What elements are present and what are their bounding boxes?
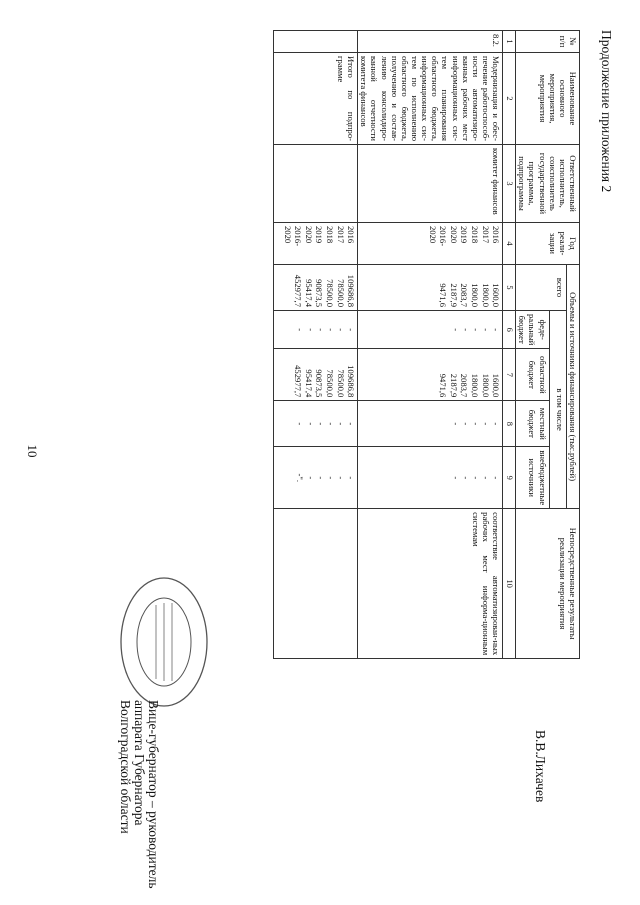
federal-value: - <box>481 328 492 332</box>
regional-cell <box>274 349 358 401</box>
header-federal: феде-ральный бюджет <box>516 311 549 349</box>
table-row <box>358 31 503 659</box>
federal-value: - <box>325 328 336 332</box>
measure-name: Итого по подпро-грамме <box>274 53 358 145</box>
local-cell <box>358 401 503 447</box>
column-number-row <box>503 31 516 659</box>
federal-value: - <box>336 328 347 332</box>
table-row <box>274 31 358 659</box>
header-local: местный бюджет <box>516 401 549 447</box>
federal-value: - <box>346 328 357 332</box>
row-number <box>274 31 358 53</box>
total-value: 9471,6 <box>438 283 449 307</box>
local-value: - <box>491 422 502 426</box>
results: соответствие автоматизирован-ных рабочих мест информа-ционным системам <box>358 509 503 659</box>
column-number: 6 <box>503 311 516 349</box>
financing-table <box>273 30 580 659</box>
local-value: - <box>460 422 471 426</box>
local-value: - <box>336 422 347 426</box>
header-no: № п/п <box>516 31 580 53</box>
executor <box>274 145 358 223</box>
year-value: 2016 <box>491 226 502 244</box>
federal-value: - <box>305 328 316 332</box>
total-value: 78500,0 <box>335 279 346 307</box>
regional-value: 2083,7 <box>459 373 470 398</box>
extrabudget-value: - <box>305 476 316 480</box>
header-financing: Объемы и источники финансирования (тыс.рублей) <box>566 265 579 509</box>
measure-name: Модернизация и обес-печение работоспособ-ности автоматизиро-ванных рабочих мест информационных сис-тем планирования областного бюджета, информационных сис-тем по исполнению областного бюджета, получению и состав-лению консолидиро-ванной отчетности комитета финансов <box>358 53 503 145</box>
signature-block <box>117 700 160 889</box>
extrabudget-value: - <box>450 476 461 480</box>
regional-cell <box>358 349 503 401</box>
column-number: 3 <box>503 145 516 223</box>
official-stamp <box>118 575 210 710</box>
federal-value: - <box>295 328 306 332</box>
year-value: 2019 <box>314 226 325 244</box>
header-results: Непосредственные результаты реализации мероприятия <box>516 509 580 659</box>
extrabudget-value: - <box>336 476 347 480</box>
year-value: 2018 <box>325 226 335 244</box>
regional-value: 9471,6 <box>438 373 449 398</box>
column-number: 9 <box>503 447 516 509</box>
signer-name: В.В.Лихачев <box>533 730 548 803</box>
total-value: 78500,0 <box>325 279 335 307</box>
header-extrabudget: внебюджетные источники <box>516 447 549 509</box>
year-value: 2017 <box>335 226 346 244</box>
year-value: 2016 <box>346 226 357 244</box>
extrabudget-value: - <box>491 476 502 480</box>
federal-value: - <box>491 328 502 332</box>
local-value: - <box>470 422 481 426</box>
total-value: 2187,9 <box>448 283 459 307</box>
regional-value: 109686,8 <box>346 365 357 398</box>
row-number: 8.2. <box>358 31 503 53</box>
federal-value: - <box>460 328 471 332</box>
year-value: 2016-2020 <box>283 226 304 247</box>
regional-value: 1800,0 <box>469 373 480 398</box>
total-cell <box>274 265 358 311</box>
federal-value: - <box>315 328 326 332</box>
results <box>274 509 358 659</box>
local-value: - <box>346 422 357 426</box>
local-cell <box>274 401 358 447</box>
total-cell <box>358 265 503 311</box>
year-value: 2020 <box>303 226 314 244</box>
header-including: в том числе <box>549 311 566 509</box>
year-value: 2018 <box>469 226 480 244</box>
column-number: 4 <box>503 223 516 265</box>
extrabudget-value: - <box>315 476 326 480</box>
total-value: 452977,7 <box>293 274 304 307</box>
local-value: - <box>305 422 316 426</box>
executor: комитет финансов <box>358 145 503 223</box>
header-executor: Ответственный исполнитель, соисполнитель государственной программы, подпрограммы <box>516 145 580 223</box>
regional-value: 78500,0 <box>325 369 335 398</box>
header-name: Наименование основного мероприятия, мероприятия <box>516 53 580 145</box>
regional-value: 452977,7 <box>293 365 304 398</box>
extrabudget-cell <box>358 447 503 509</box>
header-total: всего <box>516 265 567 311</box>
federal-value: - <box>470 328 481 332</box>
local-value: - <box>295 422 306 426</box>
years-cell <box>358 223 503 265</box>
regional-value: 78500,0 <box>335 369 346 398</box>
year-value: 2020 <box>448 226 459 244</box>
signature-line: Вице-губернатор – руководитель <box>146 700 161 889</box>
year-value: 2017 <box>480 226 491 244</box>
extrabudget-value: - <box>470 476 481 480</box>
total-value: 95417,4 <box>303 279 314 307</box>
federal-cell <box>274 311 358 349</box>
total-value: 2083,7 <box>459 283 470 307</box>
local-value: - <box>481 422 492 426</box>
extrabudget-cell <box>274 447 358 509</box>
column-number: 2 <box>503 53 516 145</box>
federal-cell <box>358 311 503 349</box>
extrabudget-value: - <box>346 476 357 480</box>
local-value: - <box>450 422 461 426</box>
federal-value: - <box>450 328 461 332</box>
header-row-1 <box>566 31 579 659</box>
column-number: 1 <box>503 31 516 53</box>
years-cell <box>274 223 358 265</box>
total-value: 1800,0 <box>469 283 480 307</box>
regional-value: 2187,9 <box>448 373 459 398</box>
total-value: 109686,8 <box>346 274 357 307</box>
continuation-title: Продолжение приложения 2 <box>599 30 614 193</box>
total-value: 1800,0 <box>480 283 491 307</box>
regional-value: 95417,4 <box>303 369 314 398</box>
regional-value: 1600,0 <box>491 373 502 398</box>
extrabudget-value: - <box>460 476 471 480</box>
column-number: 7 <box>503 349 516 401</box>
total-value: 90873,5 <box>314 279 325 307</box>
column-number: 5 <box>503 265 516 311</box>
total-value: 1600,0 <box>491 283 502 307</box>
local-value: - <box>325 422 336 426</box>
column-number: 10 <box>503 509 516 659</box>
extrabudget-value: - <box>325 476 336 480</box>
header-year: Год реали-зации <box>516 223 580 265</box>
signature-line: Волгоградской области <box>117 700 133 834</box>
header-regional: областной бюджет <box>516 349 549 401</box>
year-value: 2019 <box>459 226 470 244</box>
regional-value: 90873,5 <box>314 369 325 398</box>
extrabudget-value: - <box>481 476 492 480</box>
page-number: 10 <box>25 444 40 458</box>
regional-value: 1800,0 <box>480 373 491 398</box>
year-value: 2016-2020 <box>428 226 449 247</box>
local-value: - <box>315 422 326 426</box>
extrabudget-value: -". <box>295 473 306 483</box>
column-number: 8 <box>503 401 516 447</box>
signature-line: аппарата Губернатора <box>131 700 147 826</box>
